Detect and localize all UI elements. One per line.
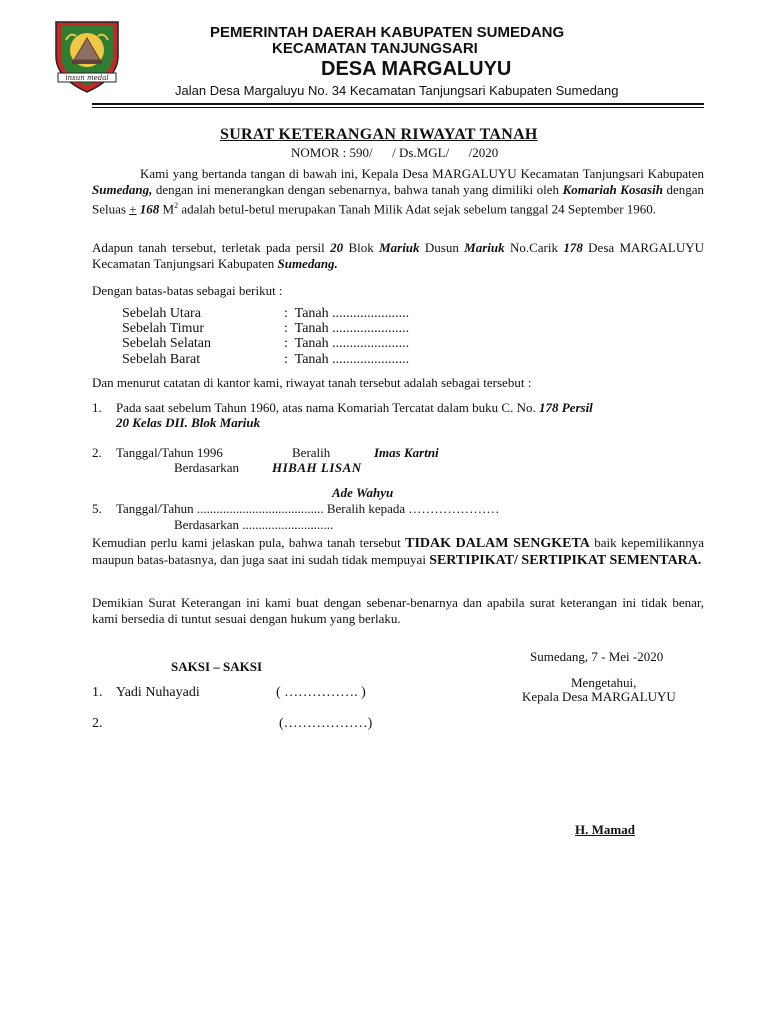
boundary-north-value: : Tanah ...................... — [284, 306, 410, 321]
witnesses-title: SAKSI – SAKSI — [171, 659, 263, 674]
header-divider-thin — [92, 107, 704, 108]
header-address: Jalan Desa Margaluyu No. 34 Kecamatan Tanjungsari Kabupaten Sumedang — [175, 83, 619, 98]
village-head-name: H. Mamad — [575, 822, 635, 837]
boundaries-intro: Dengan batas-batas sebagai berikut : — [92, 283, 283, 298]
item5-line2: Berdasarkan ............................ — [174, 517, 334, 532]
item1-number: 1. — [92, 400, 102, 415]
item5-number: 5. — [92, 501, 102, 516]
item5-line1: Tanggal/Tahun ....................................... Beralih kepada ………………… — [116, 501, 500, 516]
header-divider-thick — [92, 103, 704, 105]
witness1-signature: ( ……………. ) — [276, 685, 366, 700]
place-date: Sumedang, 7 - Mei -2020 — [530, 649, 664, 664]
village-logo — [52, 16, 122, 94]
witness1-name: Yadi Nuhayadi — [116, 685, 200, 700]
item2-transfer-label: Beralih — [292, 445, 331, 460]
witness2-number: 2. — [92, 716, 103, 731]
item1-line1: Pada saat sebelum Tahun 1960, atas nama Komariah Tercatat dalam buku C. No. 178 Persil — [116, 400, 593, 415]
boundary-north-label: Sebelah Utara — [122, 306, 201, 321]
boundary-west-label: Sebelah Barat — [122, 352, 201, 367]
paragraph-dispute: Kemudian perlu kami jelaskan pula, bahwa tanah tersebut TIDAK DALAM SENGKETA baik kepemilikannya maupun batas-batasnya, dan juga saat ini sudah tidak mempuyai SERTIPIKAT/ SERTIPIKAT SEMENTARA. — [92, 535, 704, 568]
document-number: NOMOR : 590/ / Ds.MGL/ /2020 — [291, 145, 499, 160]
note-ade-wahyu: Ade Wahyu — [332, 485, 394, 500]
header-village: DESA MARGALUYU — [321, 58, 512, 80]
paragraph-closing: Demikian Surat Keterangan ini kami buat dengan sebenar-benarnya dan apabila surat keterangan ini tidak benar, kami bersedia di tuntut sesuai dengan hukum yang berlaku. — [92, 595, 704, 626]
logo-motto: insun medal — [65, 74, 109, 82]
boundary-east-value: : Tanah ...................... — [284, 321, 410, 336]
acknowledged-label: Mengetahui, — [571, 675, 637, 690]
item1-line2: 20 Kelas DII. Blok Mariuk — [116, 415, 261, 430]
village-head-role: Kepala Desa MARGALUYU — [522, 689, 676, 704]
paragraph-statement: Kami yang bertanda tangan di bawah ini, Kepala Desa MARGALUYU Kecamatan Tanjungsari Kabupaten Sumedang, dengan ini menerangkan dengan sebenarnya, bahwa tanah yang dimiliki oleh Komariah Kosasih dengan Seluas + 168 $M^2$ adalah betul-betul merupakan Tanah Milik Adat sejak sebelum tanggal 24 September 1960. — [92, 166, 704, 217]
sumedang-emblem-icon — [52, 16, 122, 94]
header-government: PEMERINTAH DAERAH KABUPATEN SUMEDANG — [210, 24, 565, 41]
witness2-signature: (………………) — [279, 716, 373, 731]
witness1-number: 1. — [92, 685, 103, 700]
paragraph-location: Adapun tanah tersebut, terletak pada persil 20 Blok Mariuk Dusun Mariuk No.Carik 178 Desa MARGALUYU Kecamatan Tanjungsari Kabupaten Sumedang. — [92, 240, 704, 271]
boundary-south-value: : Tanah ...................... — [284, 336, 410, 351]
boundary-south-label: Sebelah Selatan — [122, 336, 212, 351]
history-intro: Dan menurut catatan di kantor kami, riwayat tanah tersebut adalah sebagai tersebut : — [92, 375, 532, 390]
header-district: KECAMATAN TANJUNGSARI — [272, 40, 478, 57]
item2-basis-label: Berdasarkan — [174, 460, 239, 475]
item2-recipient: Imas Kartni — [374, 445, 439, 460]
item2-date: Tanggal/Tahun 1996 — [116, 445, 223, 460]
item2-basis: HIBAH LISAN — [272, 460, 362, 475]
item2-number: 2. — [92, 445, 102, 460]
boundary-east-label: Sebelah Timur — [122, 321, 205, 336]
boundary-west-value: : Tanah ...................... — [284, 352, 410, 367]
document-title: SURAT KETERANGAN RIWAYAT TANAH — [220, 126, 538, 143]
